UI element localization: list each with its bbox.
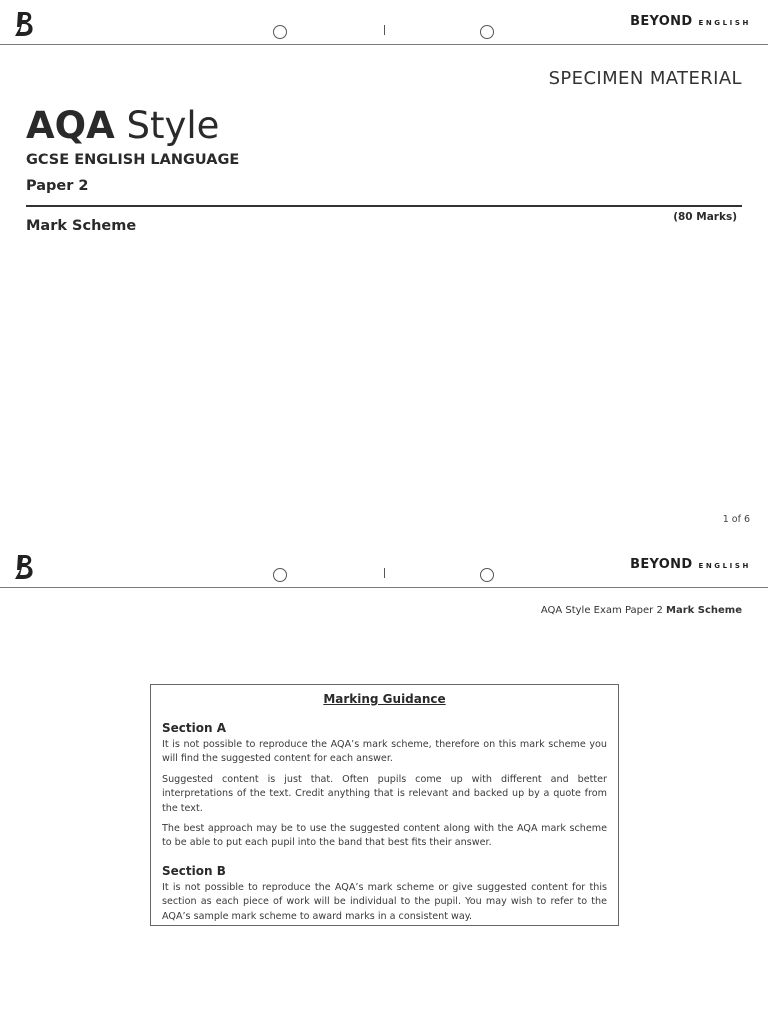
mark-scheme-label: Mark Scheme [26,218,137,234]
running-header-prefix: AQA Style Exam Paper 2 [540,605,663,616]
guidance-title: Marking Guidance [323,692,446,706]
punch-hole-icon [273,25,287,39]
running-header-bold: Mark Scheme [666,605,742,616]
brand-sub: ENGLISH [698,562,751,570]
title-bold: AQA [26,104,115,147]
brand-main: BEYOND [630,14,693,29]
total-marks: (80 Marks) [673,211,737,223]
section-a-paragraph: It is not possible to reproduce the AQA’s mark scheme, therefore on this mark scheme you will find the suggested content for each answer. [162,739,607,765]
specimen-label: SPECIMEN MATERIAL [548,68,742,89]
brand-logo [630,557,751,572]
punch-hole-icon [480,25,494,39]
header-divider [0,44,768,45]
brand-sub: ENGLISH [698,19,751,27]
center-mark [384,25,385,35]
page-2 [0,543,768,1024]
center-mark [384,568,385,578]
section-b-paragraph: It is not possible to reproduce the AQA’s mark scheme or give suggested content for this section as each piece of work will be individual to the pupil. You may wish to refer to the AQA’s sample mark scheme to award marks in a consistent way. [162,881,607,922]
marking-guidance-box [150,684,619,926]
beyond-logo-icon [14,554,36,580]
brand-logo [630,14,751,29]
page-number: 1 of 6 [722,514,750,525]
subject-subtitle: GCSE ENGLISH LANGUAGE [26,152,240,168]
section-a-paragraph: The best approach may be to use the suggested content along with the AQA mark scheme to be able to put each pupil into the band that best fits their answer. [162,823,607,849]
punch-hole-icon [480,568,494,582]
page-title [26,104,219,147]
punch-hole-icon [273,568,287,582]
beyond-logo-icon [14,11,36,37]
section-b-heading: Section B [162,863,226,878]
section-a-heading: Section A [162,721,226,735]
paper-label: Paper 2 [26,178,89,194]
brand-main: BEYOND [630,557,693,572]
running-header [541,605,742,616]
header-divider [0,587,768,588]
section-a-paragraph: Suggested content is just that. Often pupils come up with different and better interpretations of the text. Credit anything that is relevant and backed up by a quote from the text. [162,773,607,814]
title-rest: Style [126,104,220,147]
title-rule [26,205,742,207]
